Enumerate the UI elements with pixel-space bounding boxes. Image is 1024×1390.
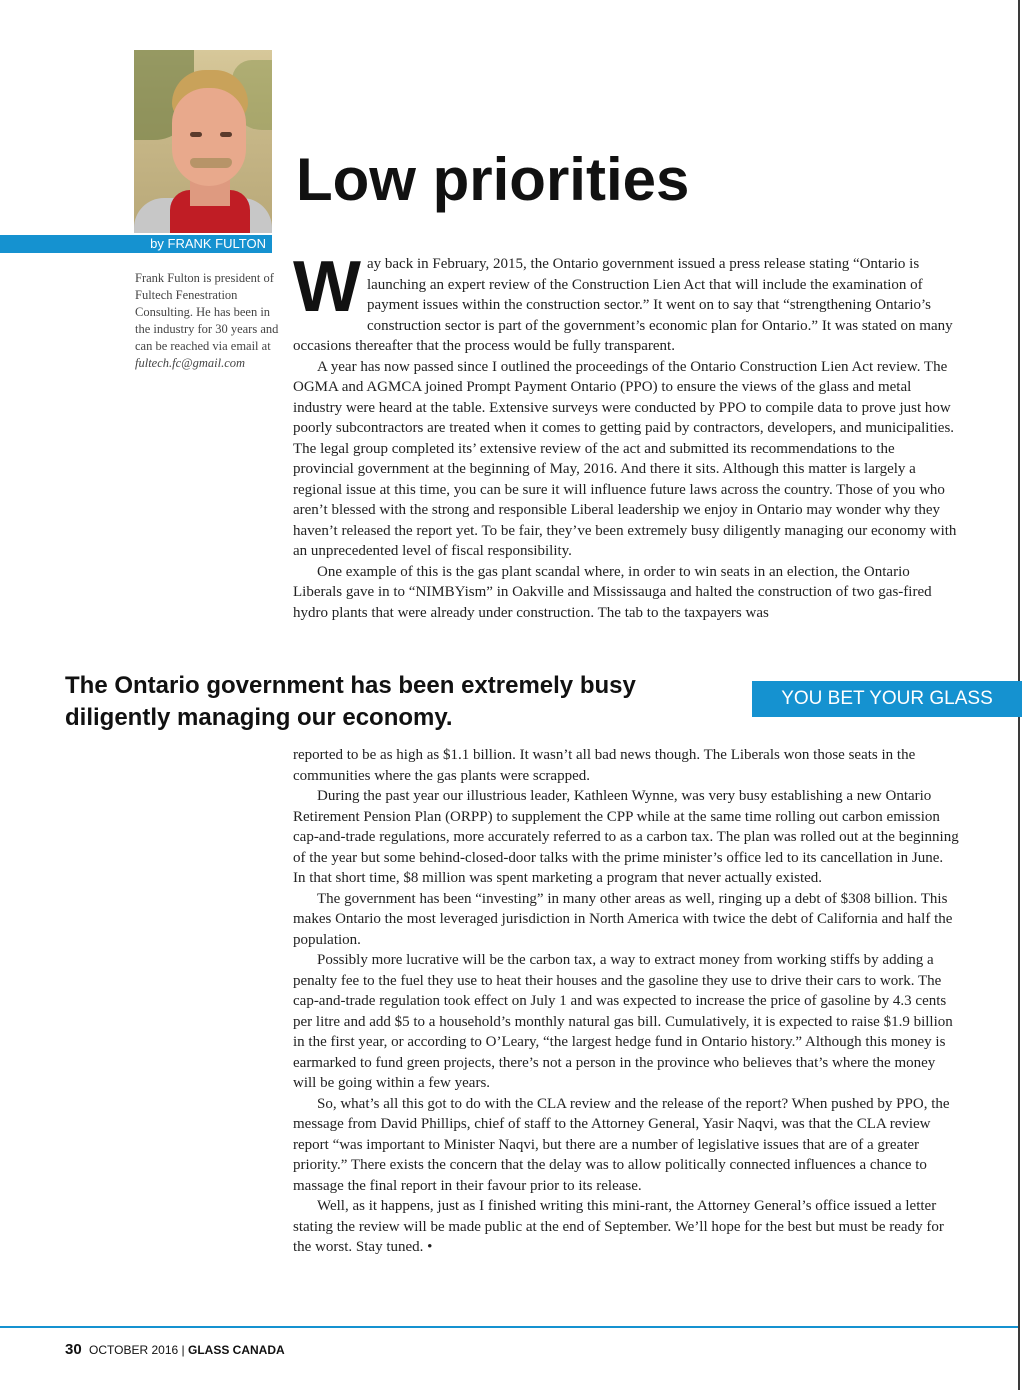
paragraph-5: The government has been “investing” in many other areas as well, ringing up a debt of $308 billion. This makes Ontario the most leveraged jurisdiction in North America with twice the debt of California and half the population. <box>293 890 953 948</box>
article-body-bottom <box>293 745 959 1258</box>
paragraph-3: One example of this is the gas plant scandal where, in order to win seats in an election, the Ontario Liberals gave in to “NIMBYism” in Oakville and Mississauga and halted the construction of two gas-fired hydro plants that were already under construction. The tab to the taxpayers was <box>293 563 932 621</box>
page-footer <box>65 1341 285 1358</box>
article-body-top <box>293 247 959 623</box>
paragraph-1-text: ay back in February, 2015, the Ontario government issued a press release stating “Ontario is launching an expert review of the Construction Lien Act that will include the examination of payment issues within the construction sector.” It went on to say that “strengthening Ontario’s construction sector is part of the government’s economic plan for Ontario.” It was stated on many occasions thereafter that the process would be fully transparent. <box>293 256 953 354</box>
paragraph-7: So, what’s all this got to do with the CLA review and the release of the report? When pushed by PPO, the message from David Phillips, chief of staff to the Attorney General, Yasir Naqvi, was that the CLA review report “was important to Minister Naqvi, but there are a number of legislative issues that are of a greater priority.” There exists the concern that the delay was to allow politically connected influences a chance to massage the final report in their favour prior to its release. <box>293 1095 950 1194</box>
paragraph-4: During the past year our illustrious leader, Kathleen Wynne, was very busy establishing a new Ontario Retirement Pension Plan (ORPP) to supplement the CPP while at the same time rolling out carbon emission cap-and-trade regulations, more accurately referred to as a carbon tax. The plan was rolled out at the beginning of the year but some behind-closed-door talks with the prime minister’s office led to its cancellation in June. In that short time, $8 million was spent marketing a program that never actually existed. <box>293 788 959 886</box>
section-tab: YOU BET YOUR GLASS <box>752 681 1022 717</box>
drop-cap: W <box>293 247 361 327</box>
footer-rule <box>0 1326 1018 1328</box>
author-email: fultech.fc@gmail.com <box>135 356 246 370</box>
article-headline: Low priorities <box>296 146 690 213</box>
author-bio-text: Frank Fulton is president of Fultech Fenestration Consulting. He has been in the industry for 30 years and can be reached via email at <box>135 271 279 353</box>
page-number: 30 <box>65 1341 82 1358</box>
issue-date: OCTOBER 2016 | <box>89 1343 185 1357</box>
byline: by FRANK FULTON <box>0 235 272 253</box>
paragraph-1 <box>293 247 959 357</box>
paragraph-2: A year has now passed since I outlined the proceedings of the Ontario Construction Lien Act review. The OGMA and AGMCA joined Prompt Payment Ontario (PPO) to ensure the views of the glass and metal industry were heard at the table. Extensive surveys were conducted by PPO to compile data to prove just how poorly subcontractors are treated when it comes to getting paid by contractors, developers, and municipalities. The legal group completed its’ extensive review of the act and submitted its recommendations to the provincial government at the beginning of May, 2016. And there it sits. Although this matter is largely a regional issue at this time, you can be sure it will influence future laws across the country. Those of you who aren’t blessed with the strong and responsible Liberal leadership we enjoy in Ontario may wonder why they haven’t released the report yet. To be fair, they’ve been extremely busy diligently managing our economy with an unprecedented level of fiscal responsibility. <box>293 358 957 559</box>
paragraph-8: Well, as it happens, just as I finished writing this mini-rant, the Attorney General’s office issued a letter stating the review will be made public at the end of September. We’ll hope for the best but must be ready for the worst. Stay tuned. • <box>293 1198 944 1255</box>
pull-quote: The Ontario government has been extremely busy diligently managing our economy. <box>65 672 636 731</box>
magazine-name: GLASS CANADA <box>187 1343 285 1357</box>
paragraph-6: Possibly more lucrative will be the carbon tax, a way to extract money from working stiffs by adding a penalty fee to the fuel they use to heat their houses and the gasoline they use to drive their cars to work. The cap-and-trade regulation took effect on July 1 and was expected to increase the price of gasoline by 4.3 cents per litre and add $5 to a household’s monthly natural gas bill. Cumulatively, it is expected to raise $1.9 billion in the first year, or according to O’Leary, “the largest hedge fund in Ontario history.” Although this money is earmarked to fund green projects, there’s not a person in the province who believes that’s where the money will be going within a few years. <box>293 952 953 1091</box>
author-photo <box>134 50 272 233</box>
author-bio <box>135 270 280 372</box>
paragraph-3-continued: reported to be as high as $1.1 billion. It wasn’t all bad news though. The Liberals won those seats in the communities where the gas plants were scrapped. <box>293 747 916 784</box>
